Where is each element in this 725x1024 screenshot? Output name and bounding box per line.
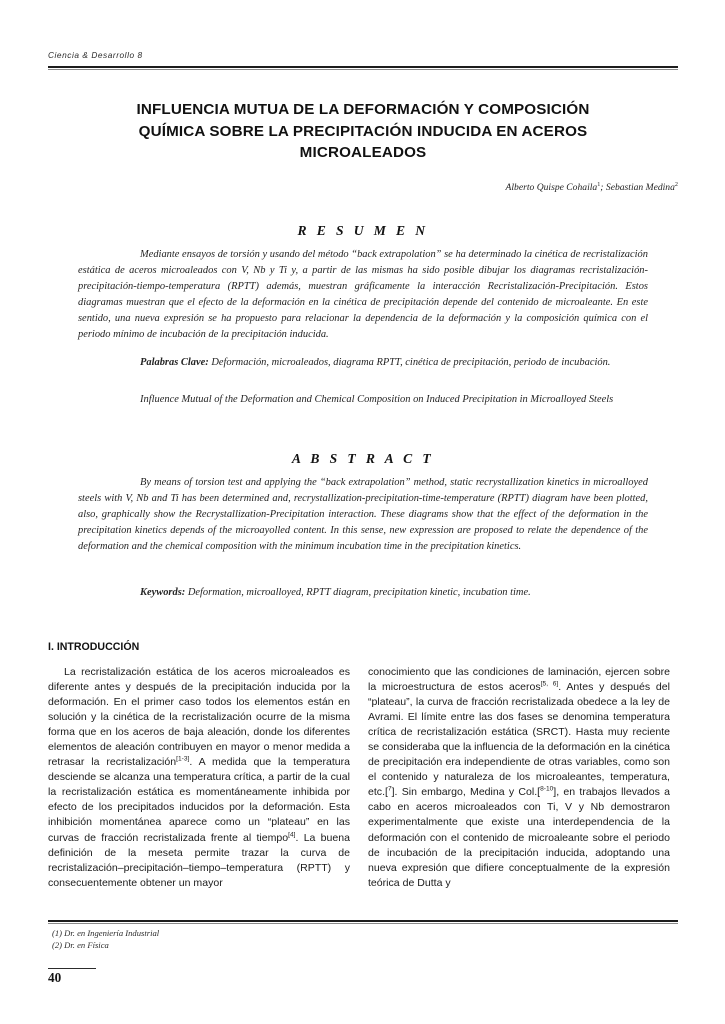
page-number: 40 [48, 970, 62, 985]
citation-ref-7: 7 [387, 785, 392, 793]
citation-ref-5-6: [5, 6] [540, 680, 559, 688]
resumen-keywords [78, 355, 648, 371]
title-line-3: MICROALEADOS [299, 144, 427, 161]
resumen-body [78, 247, 648, 344]
palabras-clave-text: Deformación, microaleados, diagrama RPTT, cinética de precipitación, periodo de incubación. [208, 357, 611, 368]
left-col-text-1: La recristalización estática de los aceros microaleados es diferente antes y después de la precipitación inducida por la deformación. En el primer caso todos los elementos están en solución y la cinética de la recristalización ocurre de la misma forma que en los aceros de baja aleación, donde los diferentes elementos de aleación contribuyen en mayor o menor medida a retrasar la recristalización [48, 666, 350, 769]
keywords-label: Keywords: [140, 587, 186, 598]
palabras-clave-label: Palabras Clave: [140, 357, 209, 368]
body-column-right [368, 665, 670, 891]
title-line-1: INFLUENCIA MUTUA DE LA DEFORMACIÓN Y COMPOSICIÓN [136, 101, 590, 118]
body-column-left [48, 665, 350, 891]
article-title-block [78, 99, 648, 164]
running-head [48, 50, 678, 60]
abstract-body [78, 475, 648, 555]
author-affiliation-marker-1: 1 [597, 181, 601, 188]
right-col-text-2: . Antes y después del “plateau”, la curva de fracción recristalizada obedece a la ley de Avrami. El límite entre las dos fases se denomina temperatura crítica de recristalización estática (SRCT). Hasta muy reciente se consideraba que la influencia de la deformación en la cinética de precipitación era independiente de otras variables, como son el contenido y naturaleza de los microaleantes, temperatura, etc.[ [368, 681, 671, 799]
author-affiliation-marker-2: 2 [674, 181, 678, 188]
right-col-text-3: ]. Sin embargo, Medina y Col.[ [391, 786, 541, 799]
resumen-paragraph: Mediante ensayos de torsión y usando del método “back extrapolation” se ha determinado la cinética de recristalización estática de aceros microaleados con V, Nb y Ti y, a partir de las mismas ha sido posible dibujar los diagramas recristalización-precipitación-tiempo-temperatura (RPTT) además, muestran gráficamente la interacción Recristalización-Precipitación. Estos diagramas muestran que el efecto de la deformación en la cinética de precipitación depende del contenido de microaleante. En este sentido, una nueva expresión se ha propuesto para relacionar la dependencia de la deformación y la composición química con el periodo mínimo de incubación de la precipitación inducida. [78, 249, 648, 341]
keywords-text: Deformation, microalloyed, RPTT diagram, precipitation kinetic, incubation time. [185, 587, 531, 598]
right-col-text-4: ], en trabajos llevados a cabo en aceros microaleados con Ti, V y Nb demostraron experimentalmente que existe una interdependencia de la deformación con el contenido de microaleante sobre el periodo de incubación de la precipitación inducida, adoptando una nueva expresión que difiere conceptualmente de la expresión teórica de Dutta y [368, 786, 670, 889]
abstract-heading: A B S T R A C T [291, 451, 435, 466]
author-name-2: Sebastian Medina [605, 182, 675, 194]
introduction-heading: I. INTRODUCCIÓN [48, 641, 140, 653]
abstract-paragraph: By means of torsion test and applying the “back extrapolation” method, static recrystallization kinetics in microalloyed steels with V, Nb and Ti has been determined and, recrystallization-precipitation-time-temperature (RPTT) diagram have been plotted, also, graphically show the Recrystallization-Precipitation interaction. These diagrams show that the effect of the deformation in the precipitation kinetics depends of the microayolled content. In this sense, new expression are proposed to relate the dependence of the deformation and the chemical composition with the minimum incubation time in the precipitation kinetics. [78, 477, 648, 553]
footer-rule-thin [48, 923, 678, 924]
authors-separator: ; [600, 182, 606, 194]
left-col-text-2: . A medida que la temperatura desciende se alcanza una temperatura crítica, a partir de la cual la recristalización estática es momentáneamente inhibida por efecto de los precipitados inducidos por la deformación. Esta inhibición momentánea aparece como un “plateau” en las curvas de fracción recristalizada frente al tiempo [48, 756, 351, 844]
footer-rule [48, 920, 678, 924]
abstract-keywords [78, 585, 648, 601]
running-head-text: Ciencia & Desarrollo 8 [48, 50, 143, 60]
header-rule [48, 66, 678, 70]
title-line-2: QUÍMICA SOBRE LA PRECIPITACIÓN INDUCIDA EN ACEROS [138, 122, 588, 140]
header-rule-thin [48, 69, 678, 70]
author-byline [78, 181, 678, 193]
citation-ref-1-3: [1-3] [176, 755, 190, 763]
resumen-heading: R E S U M E N [297, 223, 429, 238]
folio-rule [48, 968, 96, 969]
page-title [78, 99, 648, 164]
footnote-1: (1) Dr. en Ingeniería Industrial [52, 928, 160, 938]
right-col-text-1: conocimiento que las condiciones de laminación, ejercen sobre la microestructura de estos aceros [368, 666, 670, 694]
translated-title-block [78, 392, 648, 408]
footnote-2: (2) Dr. en Física [52, 939, 109, 950]
left-col-text-3: . La buena definición de la meseta permite trazar la curva de recristalización–precipitación–tiempo–temperatura (RPTT) y consecuentemente obtener un mayor [48, 831, 350, 889]
citation-ref-8-10: 8-10 [540, 785, 554, 793]
footnotes [52, 928, 372, 951]
citation-ref-4: [4] [288, 831, 296, 838]
translated-title: Influence Mutual of the Deformation and Chemical Composition on Induced Precipitation in Microalloyed Steels [140, 394, 614, 405]
author-name-1: Alberto Quispe Cohaila [505, 182, 598, 194]
